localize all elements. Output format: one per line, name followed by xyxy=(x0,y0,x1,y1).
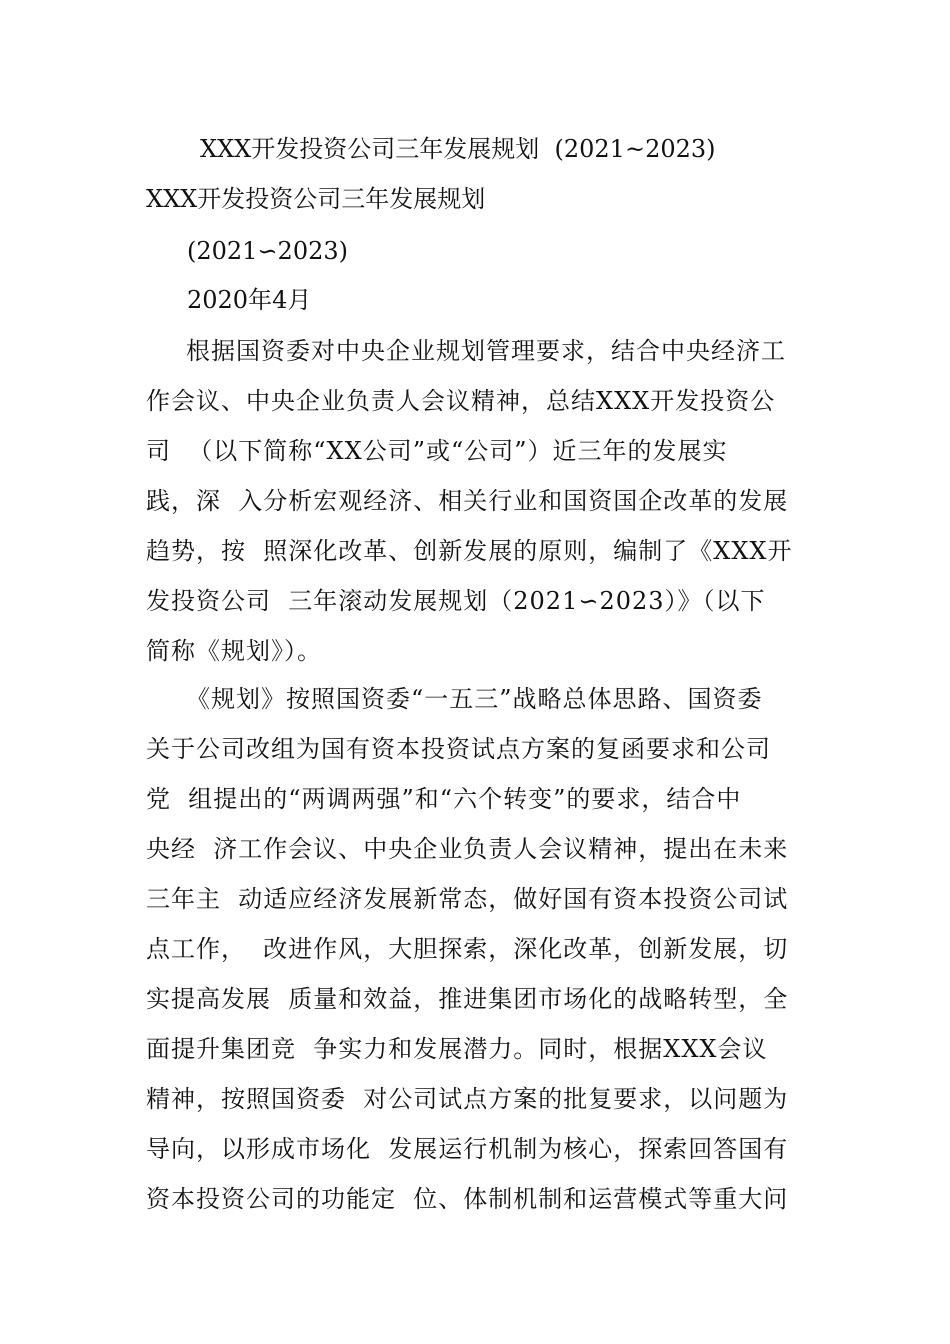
paragraph-line: 关于公司改组为国有资本投资试点方案的复函要求和公司 xyxy=(146,735,771,763)
paragraph-line: 精神，按照国资委 对公司试点方案的批复要求，以问题为 xyxy=(146,1085,789,1113)
paragraph-line: 导向，以形成市场化 发展运行机制为核心，探索回答国有 xyxy=(146,1135,789,1163)
paragraph-1 xyxy=(146,336,810,686)
paragraph-line: 简称《规划》）。 xyxy=(146,637,322,665)
paragraph-line: 党 组提出的“两调两强”和“六个转变”的要求，结合中 xyxy=(146,785,742,813)
paragraph-line: 实提高发展 质量和效益，推进集团市场化的战略转型，全 xyxy=(146,985,789,1013)
paragraph-2 xyxy=(146,684,810,1234)
paragraph-line: 根据国资委对中央企业规划管理要求，结合中央经济工 xyxy=(186,337,786,365)
paragraph-line: 三年主 动适应经济发展新常态，做好国有资本投资公司试 xyxy=(146,885,789,913)
document-years: (2021∽2023) xyxy=(187,237,348,265)
paragraph-line: 《规划》按照国资委“一五三”战略总体思路、国资委 xyxy=(186,685,763,713)
paragraph-line: 点工作， 改进作风，大胆探索，深化改革，创新发展，切 xyxy=(146,935,789,963)
document-subtitle: XXX开发投资公司三年发展规划 xyxy=(146,185,486,213)
paragraph-line: 发投资公司 三年滚动发展规划（2021∽2023）》（以下 xyxy=(146,587,766,615)
document-title: XXX开发投资公司三年发展规划 (2021~2023) xyxy=(200,135,716,163)
paragraph-line: 司 （以下简称“XX公司”或“公司”）近三年的发展实 xyxy=(146,437,728,465)
paragraph-line: 作会议、中央企业负责人会议精神，总结XXX开发投资公 xyxy=(146,387,776,415)
paragraph-line: 面提升集团竞 争实力和发展潜力。同时，根据XXX会议 xyxy=(146,1035,768,1063)
paragraph-line: 践，深 入分析宏观经济、相关行业和国资国企改革的发展 xyxy=(146,487,789,515)
paragraph-line: 央经 济工作会议、中央企业负责人会议精神，提出在未来 xyxy=(146,835,789,863)
document-date: 2020年4月 xyxy=(187,286,312,314)
paragraph-line: 资本投资公司的功能定 位、体制机制和运营模式等重大问 xyxy=(146,1185,789,1213)
paragraph-line: 趋势，按 照深化改革、创新发展的原则，编制了《XXX开 xyxy=(146,537,793,565)
